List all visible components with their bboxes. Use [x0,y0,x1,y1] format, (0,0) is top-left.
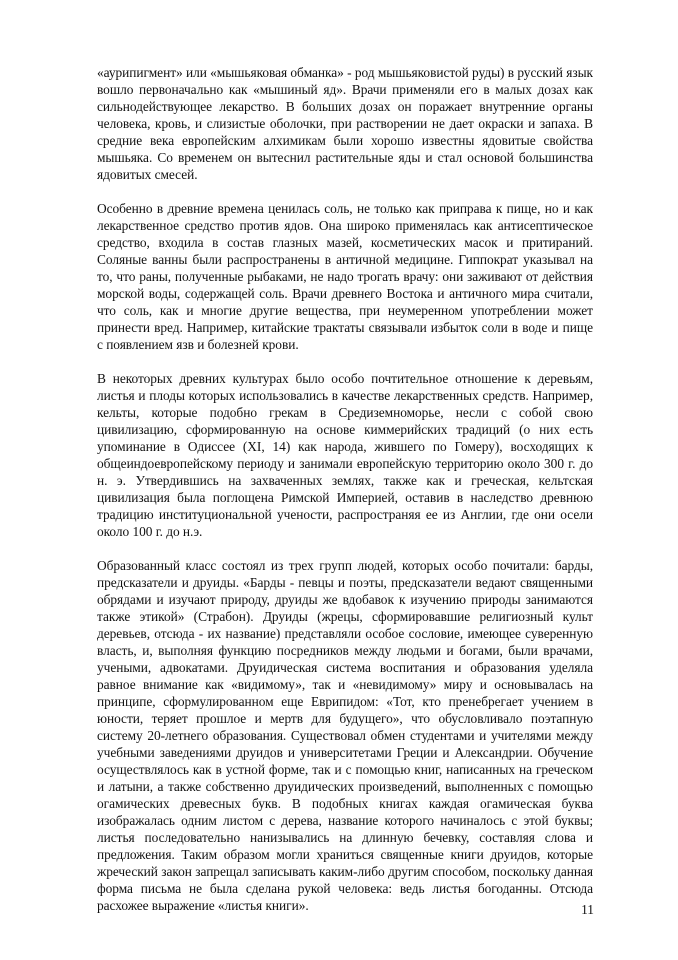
paragraph-druids: Образованный класс состоял из трех групп людей, которых особо почитали: барды, предсказатели и друиды. «Барды - певцы и поэты, предсказатели ведают священными обрядами и изучают природу, друиды же вдобавок к изучению природы занимаются также этикой» (Страбон). Друиды (жрецы, сформировавшие религиозный культ деревьев, отсюда - их название) представляли особое сословие, имеющее суверенную власть, и, выполняя функцию посредников между людьми и богами, были врачами, учеными, адвокатами. Друидическая система воспитания и образования уделяла равное внимание как «видимому», так и «невидимому» миру и основывалась на принципе, сформулированном еще Еврипидом: «Тот, кто пренебрегает учением в юности, теряет прошлое и мертв для будущего», что обусловливало поэтапную систему 20-летнего образования. Существовал обмен студентами и учителями между учебными заведениями друидов и университетами Греции и Александрии. Обучение осуществлялось как в устной форме, так и с помощью книг, написанных на греческом и латыни, а также собственно друидических произведений, выполненных с помощью огамических древесных букв. В подобных книгах каждая огамическая буква изображалась одним листом с дерева, название которого начиналось с этой буквы; листья последовательно нанизывались на длинную бечевку, составляя слова и предложения. Таким образом могли храниться священные книги друидов, которые жреческий закон запрещал записывать каким-либо другим способом, поскольку данная форма письма не была сделана рукой человека: ведь листья богоданны. Отсюда расхожее выражение «листья книги». [97,558,593,913]
paragraph-salt: Особенно в древние времена ценилась соль, не только как приправа к пище, но и как лекарственное средство против ядов. Она широко применялась как антисептическое средство, входила в состав глазных мазей, косметических масок и притираний. Соляные ванны были распространены в античной медицине. Гиппократ указывал на то, что раны, полученные рыбаками, не надо трогать врачу: они заживают от действия морской воды, содержащей соль. Врачи древнего Востока и античного мира считали, что соль, как и многие другие вещества, при неумеренном употреблении может принести вред. Например, китайские трактаты связывали избыток соли в воде и пище с появлением язв и болезней крови. [97,201,593,352]
body-text [97,64,593,914]
page-number: 11 [581,902,594,917]
paragraph-arsenic: «аурипигмент» или «мышьяковая обманка» - род мышьяковистой руды) в русский язык вошло первоначально как «мышиный яд». Врачи применяли его в малых дозах как сильнодействующее лекарство. В больших дозах он поражает внутренние органы человека, кровь, и слизистые оболочки, при растворении не дает окраски и запаха. В средние века европейским алхимикам были хорошо известны ядовитые свойства мышьяка. Со временем он вытеснил растительные яды и стал основой большинства ядовитых смесей. [97,65,593,182]
paragraph-trees-celts: В некоторых древних культурах было особо почтительное отношение к деревьям, листья и плоды которых использовались в качестве лекарственных средств. Например, кельты, которые подобно грекам в Средиземноморье, несли с собой свою цивилизацию, сформированную на основе киммерийских традиций (о них есть упоминание в Одиссее (XI, 14) как народа, жившего по Гомеру), восходящих к общеиндоевропейскому периоду и занимали европейскую территорию около 300 г. до н. э. Утвердившись на захваченных землях, также как и греческая, кельтская цивилизация была поглощена Римской Империей, оставив в наследство древнюю традицию институциональной учености, распространяя ее из Англии, где они осели около 100 г. до н.э. [97,371,593,539]
